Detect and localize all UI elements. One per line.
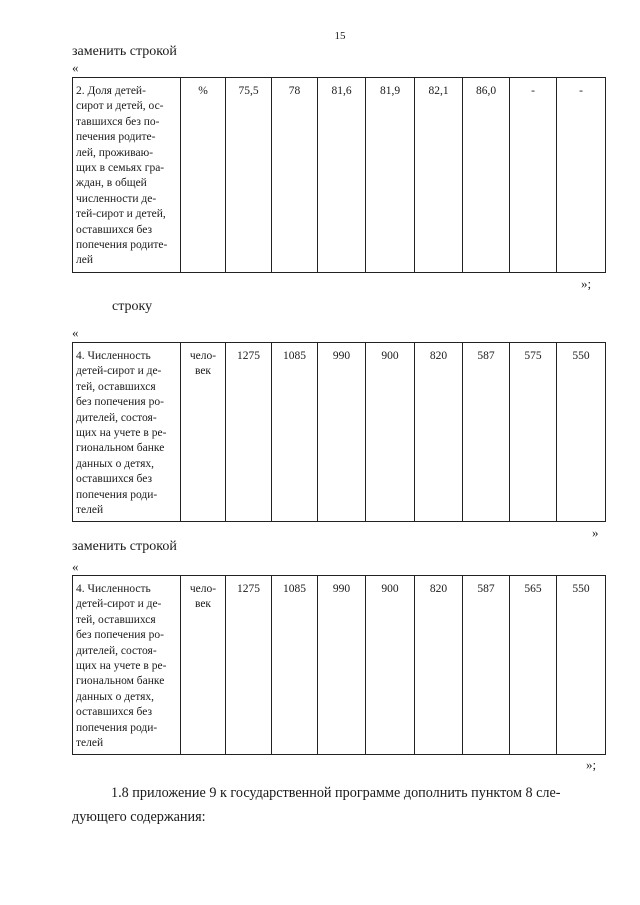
desc-line: тей, оставшихся [76, 380, 156, 393]
desc-line: без попечения ро- [76, 629, 164, 642]
desc-line: лей, проживаю- [76, 146, 154, 159]
desc-line: щих на учете в ре- [76, 427, 167, 440]
desc-line: гиональном банке [76, 442, 165, 455]
value-cell: 587 [463, 576, 510, 755]
desc-line: тавшихся без по- [76, 115, 160, 128]
unit-cell [181, 576, 226, 755]
desc-line: тей-сирот и детей, [76, 208, 166, 221]
value-cell: 75,5 [226, 78, 272, 273]
table-row-share [72, 77, 606, 273]
instruction-replace-2: заменить строкой [72, 539, 177, 554]
value-cell: 1085 [272, 576, 318, 755]
instruction-row: строку [112, 299, 153, 314]
desc-line: печения родите- [76, 131, 156, 144]
desc-line: детей-сирот и де- [76, 598, 162, 611]
value-cell: 81,9 [366, 78, 415, 273]
value-cell: - [557, 78, 606, 273]
desc-line: оставшихся без [76, 473, 153, 486]
instruction-replace-1: заменить строкой [72, 44, 177, 59]
table-row-count-new [72, 575, 606, 755]
desc-line: тей, оставшихся [76, 613, 156, 626]
value-cell: 1275 [226, 576, 272, 755]
desc-line: щих в семьях гра- [76, 162, 165, 175]
desc-line: численности де- [76, 192, 157, 205]
desc-line: попечения родите- [76, 239, 168, 252]
desc-line: 4. Численность [76, 583, 151, 595]
value-cell: - [510, 78, 557, 273]
indicator-description-cell [73, 78, 181, 273]
value-cell: 820 [415, 576, 463, 755]
desc-line: сирот и детей, ос- [76, 100, 164, 113]
value-cell: 550 [557, 343, 606, 522]
desc-line: данных о детях, [76, 457, 154, 470]
value-cell: 550 [557, 576, 606, 755]
value-cell: 565 [510, 576, 557, 755]
unit-cell [181, 343, 226, 522]
desc-line: ждан, в общей [76, 177, 147, 190]
value-cell: 81,6 [318, 78, 366, 273]
paragraph-line-1: 1.8 приложение 9 к государственной программе дополнить пунктом 8 сле- [111, 785, 561, 801]
value-cell: 990 [318, 343, 366, 522]
desc-line: попечения роди- [76, 721, 158, 734]
unit-line: чело- [189, 583, 217, 595]
desc-line: дителей, состоя- [76, 644, 157, 657]
open-quote-2: « [72, 325, 79, 340]
desc-line: попечения роди- [76, 488, 158, 501]
unit-cell: % [181, 78, 226, 273]
value-cell: 587 [463, 343, 510, 522]
desc-line: щих на учете в ре- [76, 660, 167, 673]
desc-line: дителей, состоя- [76, 411, 157, 424]
table-row-count-old [72, 342, 606, 522]
value-cell: 82,1 [415, 78, 463, 273]
value-cell: 990 [318, 576, 366, 755]
desc-line: гиональном банке [76, 675, 165, 688]
value-cell: 78 [272, 78, 318, 273]
desc-line: лей [76, 254, 93, 267]
value-cell: 575 [510, 343, 557, 522]
close-quote-2: » [592, 525, 599, 540]
desc-line: оставшихся без [76, 706, 153, 719]
indicator-description-cell [73, 576, 181, 755]
desc-line: без попечения ро- [76, 396, 164, 409]
value-cell: 86,0 [463, 78, 510, 273]
desc-line: детей-сирот и де- [76, 365, 162, 378]
desc-line: телей [76, 737, 104, 750]
paragraph-line-2: дующего содержания: [72, 809, 206, 825]
value-cell: 1085 [272, 343, 318, 522]
value-cell: 900 [366, 343, 415, 522]
close-quote-3: »; [586, 757, 597, 772]
close-quote-1: »; [581, 276, 592, 291]
desc-line: 4. Численность [76, 350, 151, 362]
desc-line: 2. Доля детей- [76, 85, 146, 97]
open-quote-3: « [72, 559, 79, 574]
page-number: 15 [334, 30, 346, 42]
value-cell: 1275 [226, 343, 272, 522]
value-cell: 900 [366, 576, 415, 755]
desc-line: оставшихся без [76, 223, 153, 236]
unit-line: век [194, 365, 212, 378]
unit-line: век [194, 598, 212, 611]
open-quote-1: « [72, 60, 79, 75]
indicator-description-cell [73, 343, 181, 522]
unit-line: чело- [189, 350, 217, 362]
desc-line: данных о детях, [76, 690, 154, 703]
value-cell: 820 [415, 343, 463, 522]
desc-line: телей [76, 504, 104, 517]
